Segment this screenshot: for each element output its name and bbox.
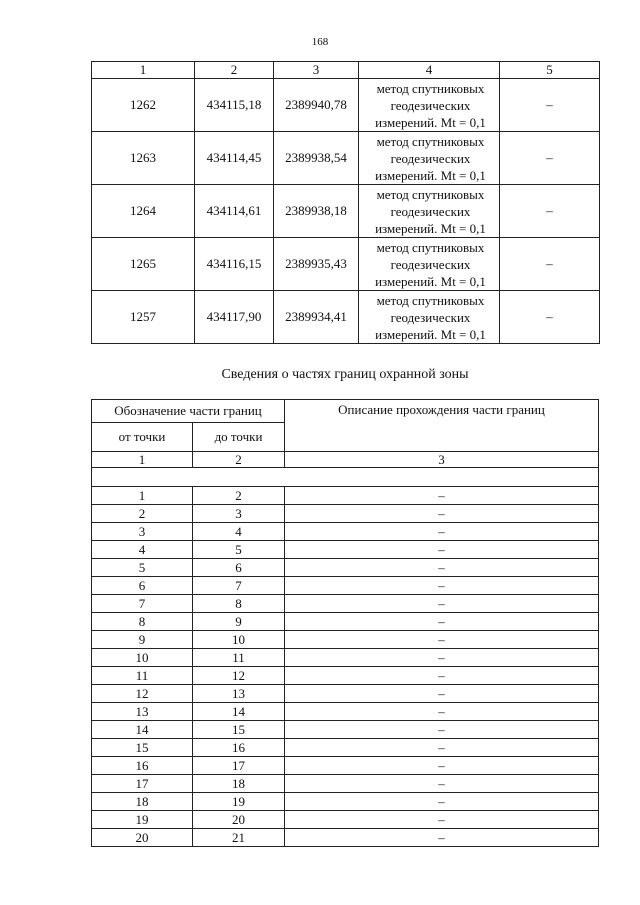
y-coordinate-cell: 2389938,54: [274, 132, 359, 185]
to-point-cell: 10: [193, 631, 285, 649]
section-title: Сведения о частях границ охранной зоны: [221, 367, 469, 382]
to-point-cell: 20: [193, 811, 285, 829]
coordinates-header-row: [92, 62, 600, 79]
col5-cell: –: [500, 291, 600, 344]
boundary-row: [92, 559, 599, 577]
method-cell: [359, 132, 500, 185]
to-point-cell: 17: [193, 757, 285, 775]
from-point-cell: 17: [92, 775, 193, 793]
from-point-cell: 7: [92, 595, 193, 613]
coordinates-row: [92, 291, 600, 344]
header-to-point: до точки: [193, 423, 285, 452]
description-cell: –: [285, 505, 599, 523]
to-point-cell: 19: [193, 793, 285, 811]
header-description: Описание прохождения части границ: [285, 400, 599, 452]
method-cell: [359, 238, 500, 291]
header-from-point: от точки: [92, 423, 193, 452]
to-point-cell: 5: [193, 541, 285, 559]
to-point-cell: 9: [193, 613, 285, 631]
to-point-cell: 3: [193, 505, 285, 523]
point-number-cell: 1262: [92, 79, 195, 132]
method-cell: [359, 79, 500, 132]
description-cell: –: [285, 631, 599, 649]
from-point-cell: 18: [92, 793, 193, 811]
boundary-row: [92, 793, 599, 811]
from-point-cell: 3: [92, 523, 193, 541]
from-point-cell: 11: [92, 667, 193, 685]
boundary-column-numbers-row: [92, 452, 599, 468]
description-cell: –: [285, 649, 599, 667]
to-point-cell: 14: [193, 703, 285, 721]
column-number: 2: [193, 452, 285, 468]
column-number: 1: [92, 62, 195, 79]
description-cell: –: [285, 685, 599, 703]
y-coordinate-cell: 2389934,41: [274, 291, 359, 344]
description-cell: –: [285, 523, 599, 541]
method-line: геодезических: [390, 97, 471, 113]
method-line: геодезических: [390, 309, 471, 325]
column-number: 1: [92, 452, 193, 468]
description-cell: –: [285, 559, 599, 577]
point-number-cell: 1257: [92, 291, 195, 344]
method-line: измерений. Mt = 0,1: [375, 220, 486, 236]
description-cell: –: [285, 793, 599, 811]
from-point-cell: 16: [92, 757, 193, 775]
description-cell: –: [285, 757, 599, 775]
to-point-cell: 11: [193, 649, 285, 667]
coordinates-table: [91, 61, 600, 344]
boundary-row: [92, 523, 599, 541]
from-point-cell: 2: [92, 505, 193, 523]
from-point-cell: 15: [92, 739, 193, 757]
description-cell: –: [285, 487, 599, 505]
method-line: метод спутниковых: [376, 292, 485, 308]
y-coordinate-cell: 2389935,43: [274, 238, 359, 291]
col5-cell: –: [500, 238, 600, 291]
coordinates-row: [92, 238, 600, 291]
boundary-blank-row: [92, 468, 599, 487]
to-point-cell: 2: [193, 487, 285, 505]
col5-cell: –: [500, 185, 600, 238]
boundary-parts-table: [91, 399, 599, 847]
to-point-cell: 4: [193, 523, 285, 541]
from-point-cell: 10: [92, 649, 193, 667]
from-point-cell: 9: [92, 631, 193, 649]
boundary-row: [92, 685, 599, 703]
boundary-row: [92, 829, 599, 847]
to-point-cell: 13: [193, 685, 285, 703]
boundary-row: [92, 739, 599, 757]
method-line: измерений. Mt = 0,1: [375, 114, 486, 130]
description-cell: –: [285, 595, 599, 613]
boundary-row: [92, 811, 599, 829]
point-number-cell: 1263: [92, 132, 195, 185]
boundary-row: [92, 595, 599, 613]
coordinates-row: [92, 79, 600, 132]
from-point-cell: 5: [92, 559, 193, 577]
boundary-row: [92, 757, 599, 775]
blank-cell: [92, 468, 599, 487]
boundary-row: [92, 613, 599, 631]
method-line: геодезических: [390, 150, 471, 166]
column-number: 3: [274, 62, 359, 79]
x-coordinate-cell: 434114,61: [195, 185, 274, 238]
from-point-cell: 14: [92, 721, 193, 739]
column-number: 2: [195, 62, 274, 79]
to-point-cell: 15: [193, 721, 285, 739]
method-line: измерений. Mt = 0,1: [375, 273, 486, 289]
method-line: геодезических: [390, 203, 471, 219]
description-cell: –: [285, 541, 599, 559]
to-point-cell: 7: [193, 577, 285, 595]
boundary-row: [92, 487, 599, 505]
from-point-cell: 20: [92, 829, 193, 847]
column-number: 5: [500, 62, 600, 79]
description-cell: –: [285, 577, 599, 595]
from-point-cell: 8: [92, 613, 193, 631]
x-coordinate-cell: 434114,45: [195, 132, 274, 185]
boundary-row: [92, 505, 599, 523]
boundary-row: [92, 667, 599, 685]
from-point-cell: 6: [92, 577, 193, 595]
method-line: метод спутниковых: [376, 133, 485, 149]
boundary-row: [92, 721, 599, 739]
method-line: метод спутниковых: [376, 186, 485, 202]
method-line: метод спутниковых: [376, 80, 485, 96]
from-point-cell: 13: [92, 703, 193, 721]
description-cell: –: [285, 739, 599, 757]
method-line: метод спутниковых: [376, 239, 485, 255]
boundary-row: [92, 541, 599, 559]
to-point-cell: 21: [193, 829, 285, 847]
from-point-cell: 4: [92, 541, 193, 559]
description-cell: –: [285, 829, 599, 847]
boundary-row: [92, 577, 599, 595]
to-point-cell: 18: [193, 775, 285, 793]
description-cell: –: [285, 703, 599, 721]
col5-cell: –: [500, 132, 600, 185]
method-line: геодезических: [390, 256, 471, 272]
from-point-cell: 12: [92, 685, 193, 703]
description-cell: –: [285, 613, 599, 631]
col5-cell: –: [500, 79, 600, 132]
method-line: измерений. Mt = 0,1: [375, 326, 486, 342]
coordinates-row: [92, 132, 600, 185]
description-cell: –: [285, 721, 599, 739]
method-cell: [359, 185, 500, 238]
boundary-header-row: [92, 400, 599, 423]
x-coordinate-cell: 434117,90: [195, 291, 274, 344]
boundary-row: [92, 649, 599, 667]
point-number-cell: 1264: [92, 185, 195, 238]
page-number: 168: [311, 36, 329, 48]
boundary-row: [92, 703, 599, 721]
coordinates-row: [92, 185, 600, 238]
boundary-row: [92, 631, 599, 649]
column-number: 3: [285, 452, 599, 468]
x-coordinate-cell: 434115,18: [195, 79, 274, 132]
point-number-cell: 1265: [92, 238, 195, 291]
to-point-cell: 8: [193, 595, 285, 613]
header-designation: Обозначение части границ: [92, 400, 285, 423]
description-cell: –: [285, 811, 599, 829]
description-cell: –: [285, 775, 599, 793]
to-point-cell: 6: [193, 559, 285, 577]
from-point-cell: 1: [92, 487, 193, 505]
to-point-cell: 12: [193, 667, 285, 685]
y-coordinate-cell: 2389940,78: [274, 79, 359, 132]
to-point-cell: 16: [193, 739, 285, 757]
description-cell: –: [285, 667, 599, 685]
boundary-row: [92, 775, 599, 793]
method-cell: [359, 291, 500, 344]
from-point-cell: 19: [92, 811, 193, 829]
column-number: 4: [359, 62, 500, 79]
y-coordinate-cell: 2389938,18: [274, 185, 359, 238]
x-coordinate-cell: 434116,15: [195, 238, 274, 291]
method-line: измерений. Mt = 0,1: [375, 167, 486, 183]
